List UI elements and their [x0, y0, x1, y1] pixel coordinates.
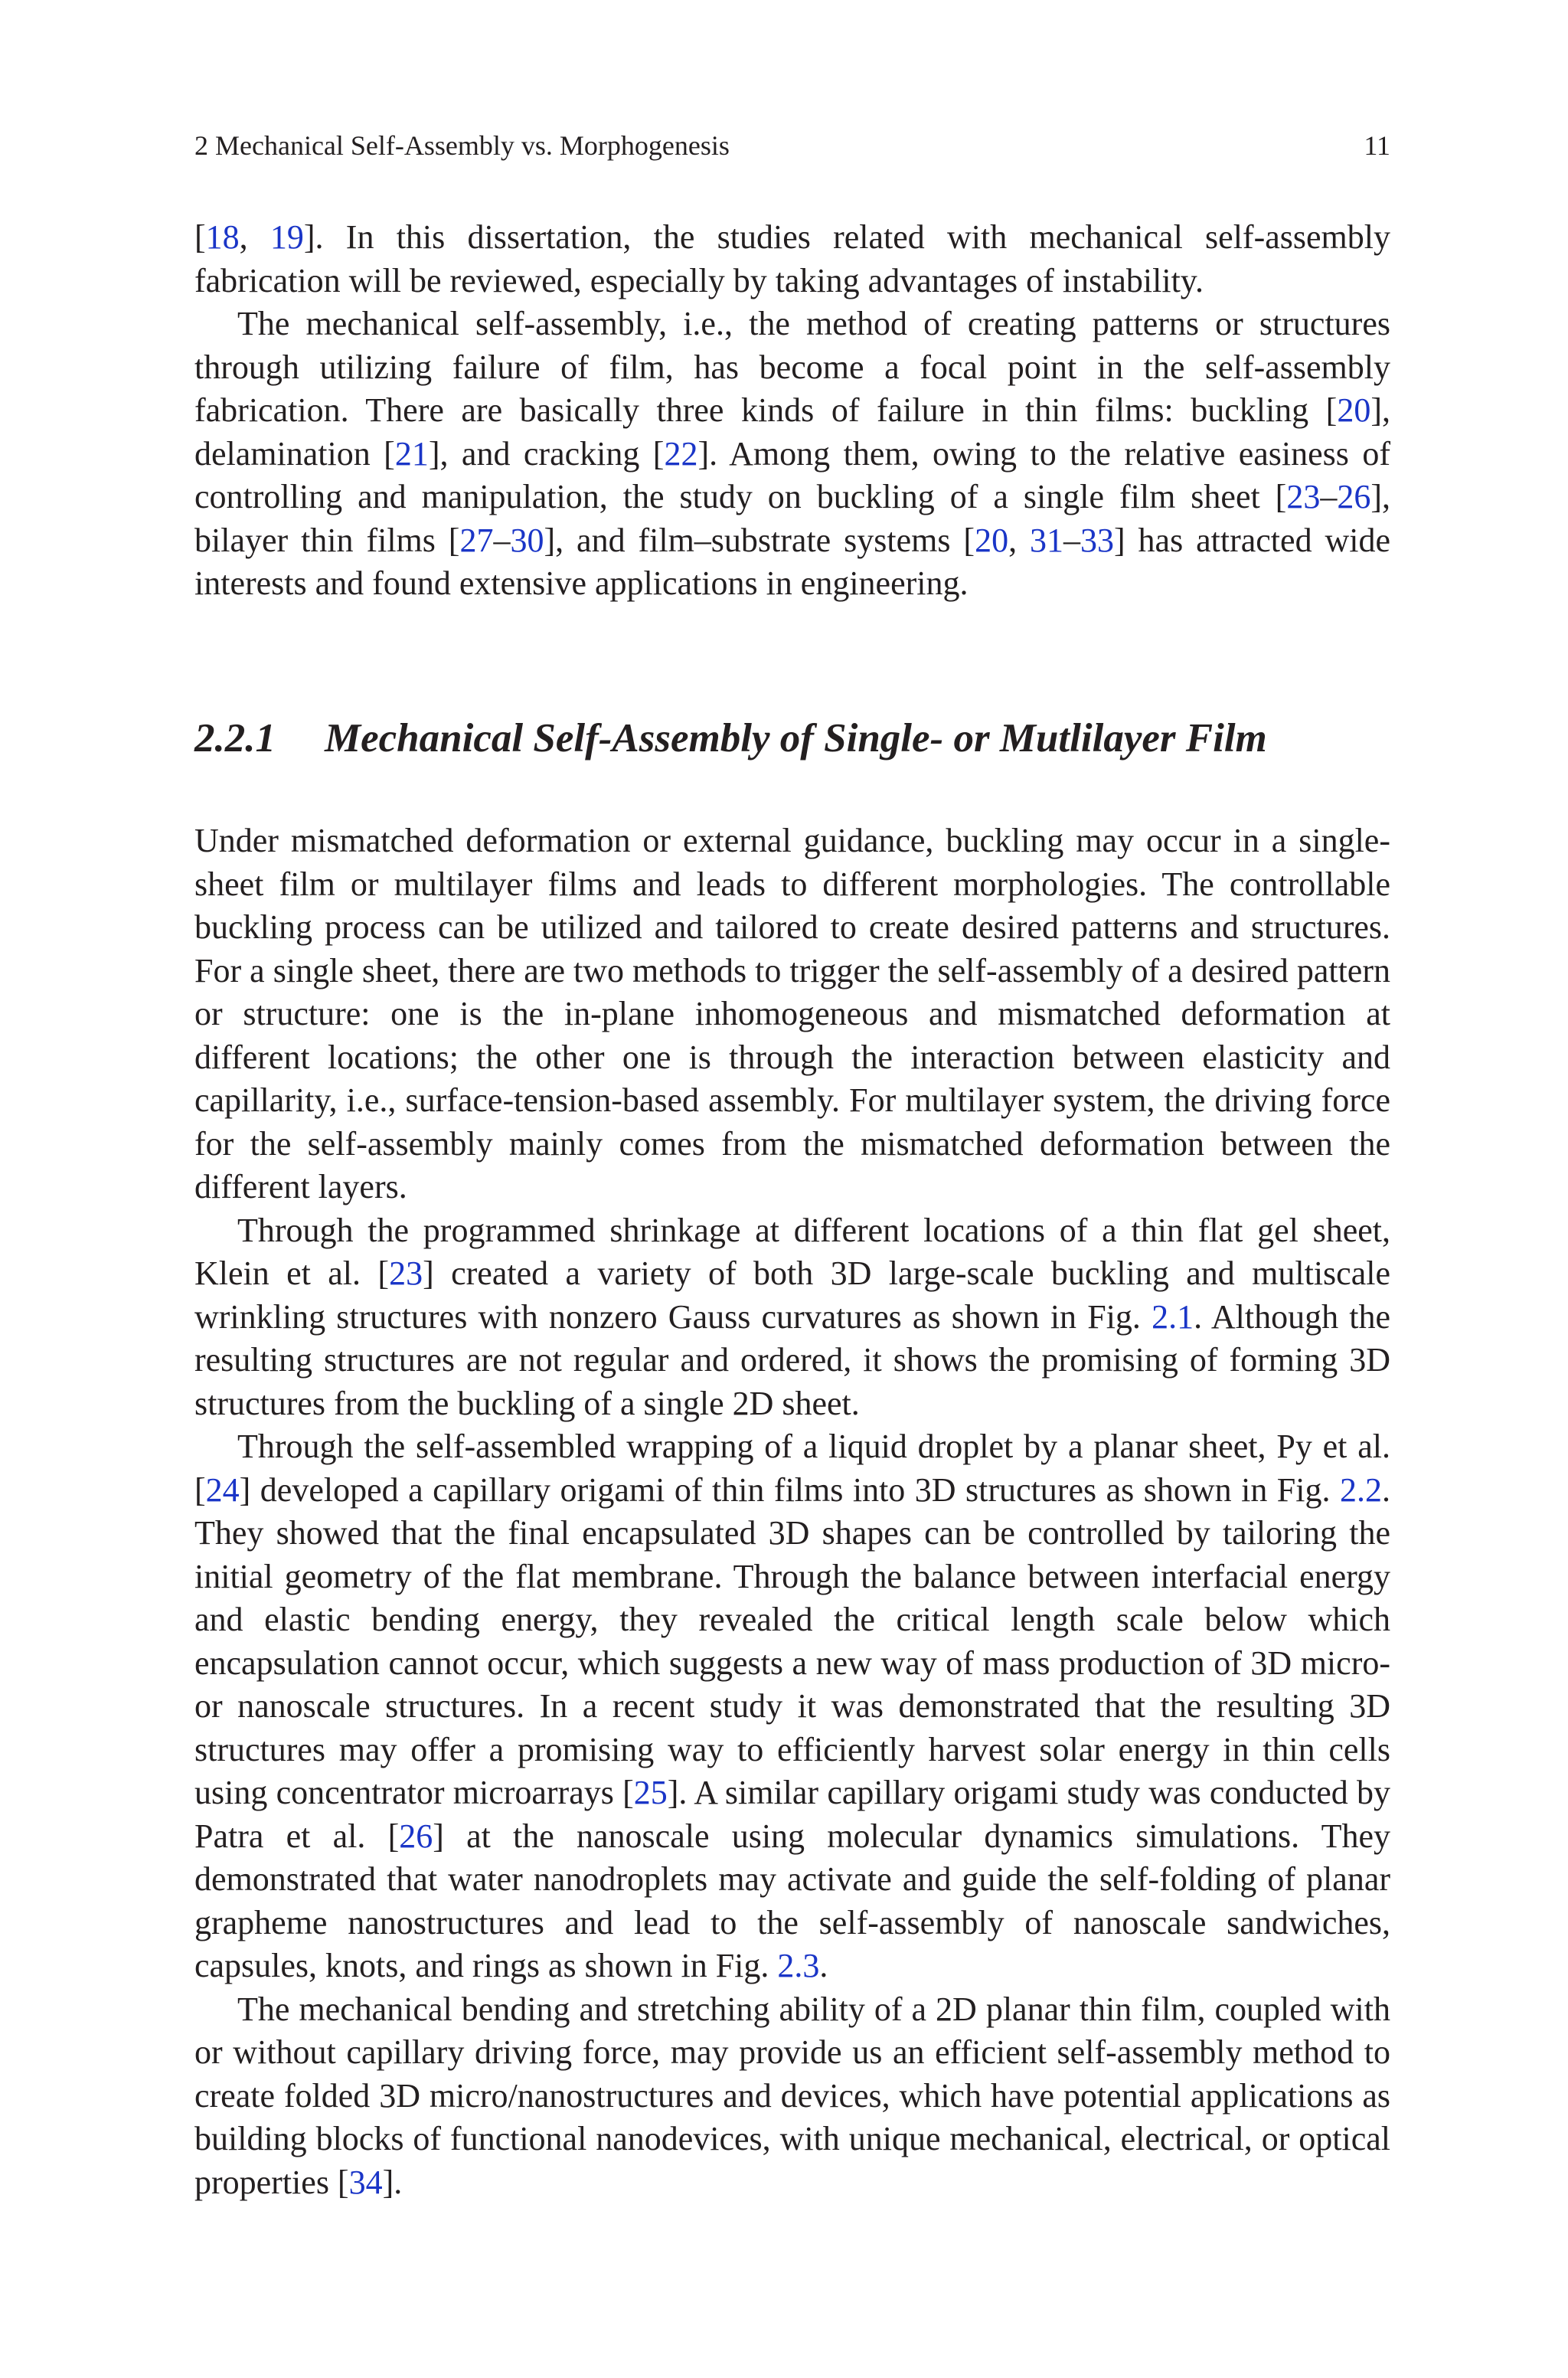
text: ], and film–substrate systems [: [544, 521, 975, 559]
text: ].: [382, 2163, 403, 2201]
section-body: [194, 819, 1390, 2204]
text: Through the programmed shrinkage at different locations of a thin flat gel sheet, Klein et al. [: [194, 1211, 1390, 1292]
text: –: [493, 521, 511, 559]
text: ] at the nanoscale using molecular dynamics simulations. They demonstrated that water nanodroplets may activate and guide the self-folding of planar grapheme nanostructures and lead to the self-assembly of nanoscale sandwiches, capsules, knots, and rings as shown in Fig.: [194, 1817, 1390, 1984]
paragraph-body-3: [194, 1425, 1390, 1988]
citation-link-19[interactable]: 19: [270, 218, 304, 256]
section-number: 2.2.1: [194, 716, 276, 761]
intro-block: [194, 216, 1390, 606]
text: ]. Among them, owing to the relative easiness of controlling and manipulation, the study on buckling of a single film sheet [: [194, 434, 1390, 515]
text: . They showed that the final encapsulated 3D shapes can be controlled by tailoring the initial geometry of the flat membrane. Through the balance between interfacial energy and elastic bending energy, they revealed the critical length scale below which encapsulation cannot occur, which suggests a new way of mass production of 3D micro- or nanoscale structures. In a recent study it was demonstrated that the resulting 3D structures may offer a promising way to efficiently harvest solar energy in thin cells using concentrator microarrays [: [194, 1470, 1390, 1811]
page-number: 11: [1364, 130, 1390, 161]
paragraph-body-2: [194, 1209, 1390, 1426]
text: ] developed a capillary origami of thin films into 3D structures as shown in Fig.: [239, 1470, 1340, 1509]
figure-link-2-2[interactable]: 2.2: [1340, 1470, 1382, 1509]
citation-link-22[interactable]: 22: [664, 434, 698, 473]
paragraph-body-1: Under mismatched deformation or external guidance, buckling may occur in a single-sheet film or multilayer films and leads to different morphologies. The controllable buckling process can be utilized and tailored to create desired patterns and structures. For a single sheet, there are two methods to trigger the self-assembly of a desired pattern or structure: one is the in-plane inhomogeneous and mismatched deformation at different locations; the other one is through the interaction between elasticity and capillarity, i.e., surface-tension-based assembly. For multilayer system, the driving force for the self-assembly mainly comes from the mismatched deformation between the different layers.: [194, 822, 1390, 1205]
text: ]. In this dissertation, the studies related with mechanical self-assembly fabrication will be reviewed, especially by taking advantages of instability.: [194, 218, 1390, 299]
text: Through the self-assembled wrapping of a liquid droplet by a planar sheet, Py et al. [: [194, 1428, 1390, 1509]
text: The mechanical bending and stretching ability of a 2D planar thin film, coupled with or without capillary driving force, may provide us an efficient self-assembly method to create folded 3D micro/nanostructures and devices, which have potential applications as building blocks of functional nanodevices, with unique mechanical, electrical, or optical properties [: [194, 1990, 1390, 2201]
citation-link-23b[interactable]: 23: [389, 1254, 423, 1292]
text: –: [1320, 478, 1338, 515]
section-heading: [194, 714, 1390, 763]
text: The mechanical self-assembly, i.e., the method of creating patterns or structures through utilizing failure of film, has become a focal point in the self-assembly fabrication. There are basically three kinds of failure in thin films: buckling [: [194, 305, 1390, 429]
paragraph-intro-2: [194, 303, 1390, 606]
citation-link-26[interactable]: 26: [1337, 478, 1371, 515]
text: ], bilayer thin films [: [194, 478, 1390, 559]
section-title: Mechanical Self-Assembly of Single- or Mutlilayer Film: [325, 716, 1267, 761]
text: ]. A similar capillary origami study was conducted by Patra et al. [: [194, 1774, 1390, 1855]
figure-link-2-3[interactable]: 2.3: [777, 1947, 820, 1984]
text: ,: [1008, 521, 1030, 559]
citation-link-21[interactable]: 21: [394, 434, 429, 473]
paragraph-intro-1: [194, 216, 1390, 303]
citation-link-34[interactable]: 34: [348, 2163, 383, 2201]
citation-link-24[interactable]: 24: [205, 1470, 240, 1509]
citation-link-26b[interactable]: 26: [399, 1817, 433, 1855]
text: .: [819, 1947, 828, 1984]
text: ] has attracted wide interests and found extensive applications in engineering.: [194, 521, 1391, 602]
text: [: [194, 218, 206, 256]
chapter-title: 2 Mechanical Self-Assembly vs. Morphogenesis: [194, 130, 730, 161]
citation-link-30[interactable]: 30: [510, 521, 544, 559]
text: . Although the resulting structures are not regular and ordered, it shows the promising of forming 3D structures from the buckling of a single 2D sheet.: [194, 1297, 1390, 1422]
citation-link-20[interactable]: 20: [1337, 391, 1371, 429]
citation-link-31[interactable]: 31: [1029, 521, 1063, 559]
text: ], delamination [: [194, 391, 1390, 473]
citation-link-20b[interactable]: 20: [975, 521, 1009, 559]
citation-link-23[interactable]: 23: [1286, 478, 1321, 515]
citation-link-33[interactable]: 33: [1080, 521, 1114, 559]
figure-link-2-1[interactable]: 2.1: [1152, 1297, 1194, 1336]
citation-link-27[interactable]: 27: [459, 521, 494, 559]
paragraph-body-4: [194, 1988, 1390, 2205]
citation-link-18[interactable]: 18: [205, 218, 240, 256]
text: ,: [239, 218, 270, 256]
running-head: [194, 129, 1390, 162]
text: –: [1063, 521, 1080, 559]
citation-link-25[interactable]: 25: [633, 1774, 668, 1811]
text: ], and cracking [: [428, 434, 665, 473]
text: ] created a variety of both 3D large-scale buckling and multiscale wrinkling structures with nonzero Gauss curvatures as shown in Fig.: [194, 1254, 1390, 1336]
